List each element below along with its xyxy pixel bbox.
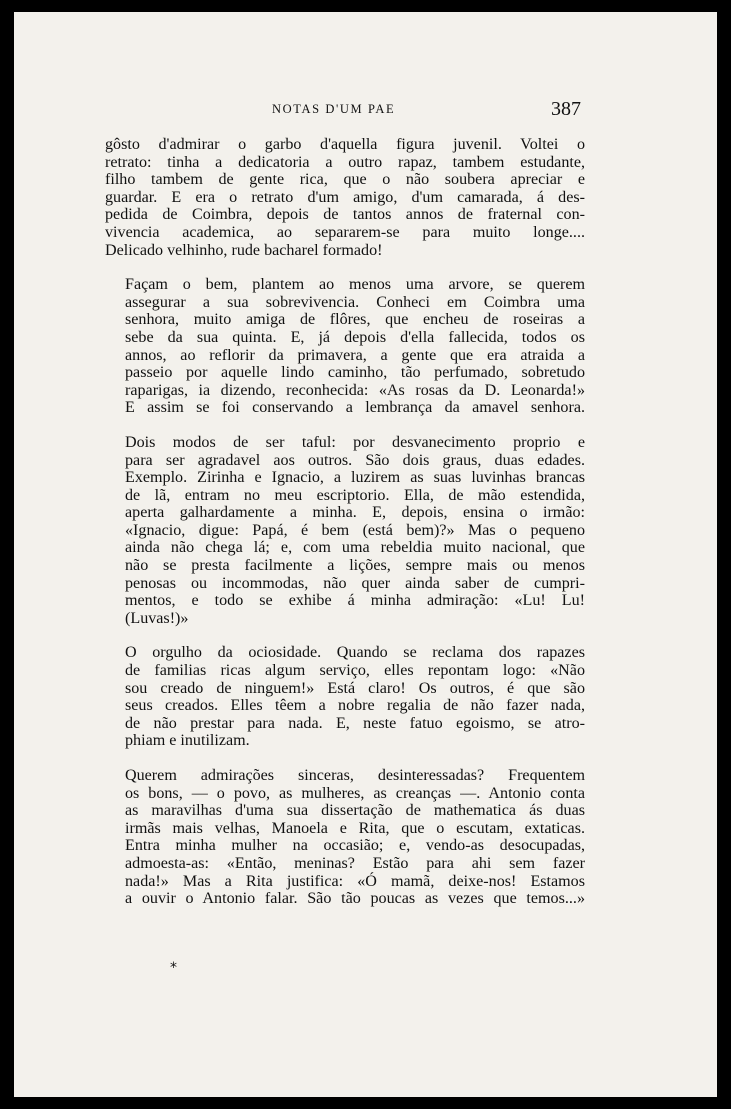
text-line: passeio por aquelle lindo caminho, tão perfumado, sobretudo [125,364,585,382]
text-line: sou creado de ninguem!» Está claro! Os outros, é que são [125,679,585,697]
book-page [14,12,717,1097]
text-line: Dois modos de ser taful: por desvanecimento proprio e [125,433,585,451]
text-line: ainda não chega lá; e, com uma rebeldia muito nacional, que [125,539,585,557]
text-line: guardar. E era o retrato d'um amigo, d'um camarada, á des- [105,188,585,206]
text-line: (Luvas!)» [125,609,189,627]
text-line: Querem admirações sinceras, desinteressadas? Frequentem [125,767,585,784]
text-line: não se presta facilmente a lições, sempre mais ou menos [125,557,585,575]
text-line: vivencia academica, ao separarem-se para muito longe.... [105,223,585,241]
paragraph-3 [105,434,585,628]
running-head [14,98,717,122]
text-line: aperta galhardamente a minha. E, depois, ensina o irmão: [125,504,585,522]
text-line: sebe da sua quinta. E, já depois d'ella fallecida, todos os [125,328,585,346]
text-line: para ser agradavel aos outros. São dois graus, duas edades. [125,451,585,469]
running-title: NOTAS D'UM PAE [272,102,396,116]
text-line: E assim se foi conservando a lembrança da amavel senhora. [125,399,585,417]
text-line: penosas ou incommodas, não quer ainda saber de cumpri- [125,574,585,592]
text-line: as maravilhas d'uma sua dissertação de mathematica ás duas [125,802,585,820]
body-text [105,136,585,908]
text-line: gôsto d'admirar o garbo d'aquella figura juvenil. Voltei o [105,136,585,153]
text-line: Delicado velhinho, rude bacharel formado! [105,241,383,259]
text-line: de lã, entram no meu escriptorio. Ella, de mão estendida, [125,486,585,504]
text-line: assegurar a sua sobrevivencia. Conheci em Coimbra uma [125,293,585,311]
text-line: mentos, e todo se exhibe á minha admiração: «Lu! Lu! [125,592,585,610]
text-line: senhora, muito amiga de flôres, que encheu de roseiras a [125,311,585,329]
paragraph-2 [105,276,585,417]
text-line: pedida de Coimbra, depois de tantos annos de fraternal con- [105,206,585,224]
section-separator: * [170,960,177,976]
paragraph-1 [105,136,585,259]
text-line: raparigas, ia dizendo, reconhecida: «As rosas da D. Leonarda!» [125,381,585,399]
text-line: «Ignacio, digue: Papá, é bem (está bem)?» Mas o pequeno [125,521,585,539]
paragraph-4 [105,644,585,750]
text-line: Façam o bem, plantem ao menos uma arvore, se querem [125,276,585,294]
text-line: phiam e inutilizam. [125,732,250,750]
page-number: 387 [551,98,581,120]
paragraph-5 [105,767,585,908]
text-line: de não prestar para nada. E, neste fatuo egoismo, se atro- [125,714,585,732]
text-line: de familias ricas algum serviço, elles repontam logo: «Não [125,662,585,680]
text-line: a ouvir o Antonio falar. São tão poucas as vezes que temos...» [125,890,585,908]
text-line: annos, ao reflorir da primavera, a gente que era atraida a [125,346,585,364]
text-line: Exemplo. Zirinha e Ignacio, a luzirem as suas luvinhas brancas [125,469,585,487]
text-line: irmãs mais velhas, Manoela e Rita, que o escutam, extaticas. [125,819,585,837]
text-line: admoesta-as: «Então, meninas? Estão para ahi sem fazer [125,854,585,872]
text-line: os bons, — o povo, as mulheres, as creanças —. Antonio conta [125,784,585,802]
text-line: retrato: tinha a dedicatoria a outro rapaz, tambem estudante, [105,153,585,171]
text-line: filho tambem de gente rica, que o não soubera apreciar e [105,171,585,189]
text-line: O orgulho da ociosidade. Quando se reclama dos rapazes [125,644,585,662]
text-line: seus creados. Elles têem a nobre regalia de não fazer nada, [125,697,585,715]
text-line: nada!» Mas a Rita justifica: «Ó mamã, deixe-nos! Estamos [125,872,585,890]
text-line: Entra minha mulher na occasião; e, vendo-as desocupadas, [125,837,585,855]
